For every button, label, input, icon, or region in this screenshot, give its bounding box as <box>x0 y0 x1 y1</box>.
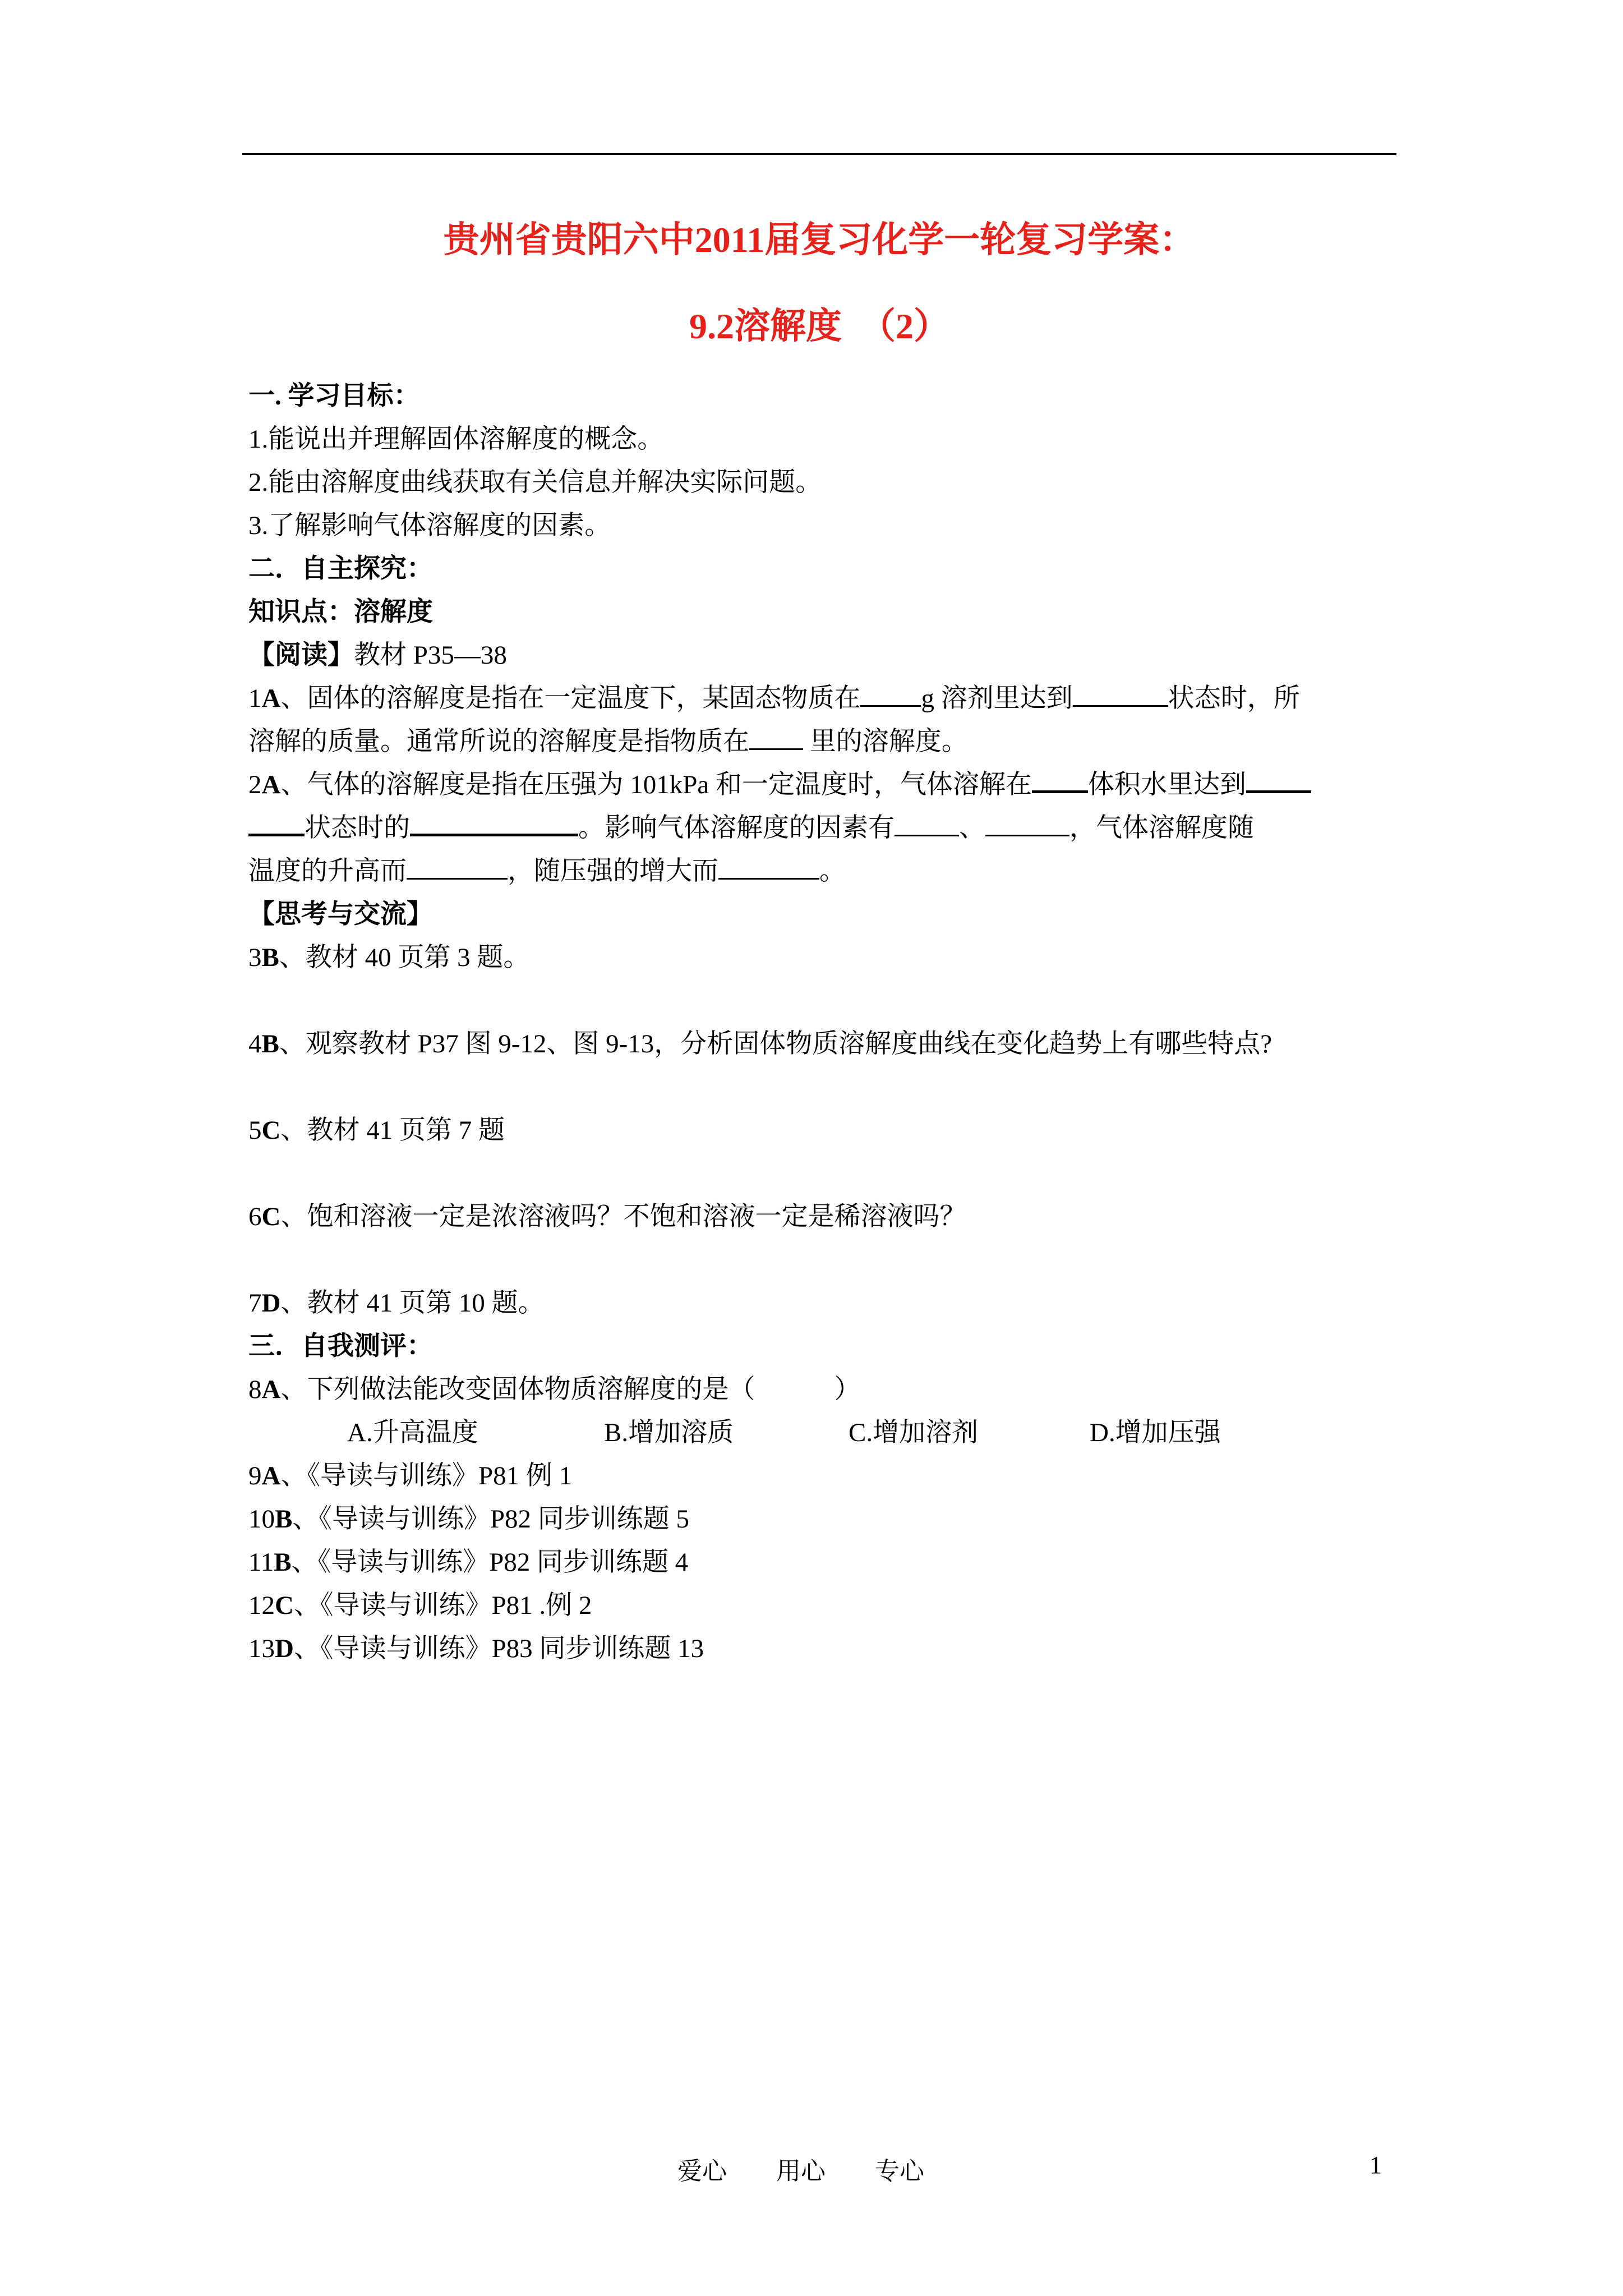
section-heading-test: 三．自我测评： <box>248 1332 433 1361</box>
question-11: 11B、《导读与训练》P82 同步训练题 4 <box>248 1548 689 1577</box>
think-heading: 【思考与交流】 <box>248 900 433 929</box>
question-4: 4B、观察教材 P37 图 9-12、图 9-13，分析固体物质溶解度曲线在变化趋势上有哪些特点? <box>248 1029 1272 1059</box>
fill-blank <box>1246 765 1311 793</box>
question-2: 2A、气体的溶解度是指在压强为 101kPa 和一定温度时，气体溶解在 体积水里达到 <box>248 763 1404 807</box>
fill-blank <box>718 853 819 880</box>
question-3: 3B、教材 40 页第 3 题。 <box>248 943 530 972</box>
question-2-cont: 温度的升高而 ，随压强的增大而 。 <box>248 850 1404 893</box>
page-number: 1 <box>1370 2151 1382 2179</box>
reading-note <box>248 634 1404 677</box>
question-1-cont: 溶解的质量。通常所说的溶解度是指物质在 里的溶解度。 <box>248 720 1404 763</box>
level-badge: B <box>261 943 279 972</box>
level-badge: A <box>261 684 281 713</box>
section-heading-goals: 一. 学习目标： <box>248 381 420 411</box>
footer-motto: 爱心 用心 专心 <box>677 2157 924 2185</box>
option-a: A.升高温度 <box>347 1418 478 1447</box>
question-9: 9A、《导读与训练》P81 例 1 <box>248 1461 573 1490</box>
fill-blank <box>410 808 578 836</box>
question-1: 1A、固体的溶解度是指在一定温度下，某固态物质在 g 溶剂里达到 状态时，所 <box>248 677 1404 720</box>
level-badge: B <box>275 1504 293 1534</box>
level-badge: D <box>261 1289 281 1318</box>
question-5: 5C、教材 41 页第 7 题 <box>248 1116 505 1145</box>
goal-item: 3.了解影响气体溶解度的因素。 <box>248 511 611 540</box>
level-badge: A <box>261 1461 281 1490</box>
level-badge: C <box>261 1202 281 1231</box>
fill-blank <box>985 809 1069 836</box>
goal-item: 2.能由溶解度曲线获取有关信息并解决实际问题。 <box>248 468 822 497</box>
level-badge: C <box>275 1591 294 1620</box>
document-subtitle: 9.2溶解度 （2） <box>689 306 949 346</box>
reading-label: 【阅读】 <box>248 641 354 670</box>
question-6: 6C、饱和溶液一定是浓溶液吗？不饱和溶液一定是稀溶液吗？ <box>248 1202 966 1231</box>
header-rule <box>242 153 1396 155</box>
question-7: 7D、教材 41 页第 10 题。 <box>248 1289 545 1318</box>
option-d: D.增加压强 <box>1090 1418 1221 1447</box>
reading-text: 教材 P35—38 <box>354 641 507 670</box>
document-body <box>248 375 1404 1671</box>
level-badge: B <box>261 1029 279 1059</box>
question-8-options <box>248 1411 1404 1455</box>
level-badge: D <box>275 1634 294 1663</box>
option-c: C.增加溶剂 <box>849 1418 979 1447</box>
fill-blank <box>407 853 508 880</box>
document-title: 贵州省贵阳六中2011届复习化学一轮复习学案： <box>443 220 1196 260</box>
question-13: 13D、《导读与训练》P83 同步训练题 13 <box>248 1634 704 1663</box>
fill-blank <box>860 680 921 707</box>
question-8: 8A、下列做法能改变固体物质溶解度的是（ ） <box>248 1375 861 1404</box>
level-badge: A <box>261 1375 281 1404</box>
option-b: B.增加溶质 <box>604 1418 734 1447</box>
knowledge-point: 知识点：溶解度 <box>248 597 433 627</box>
fill-blank <box>1032 765 1088 793</box>
fill-blank <box>749 723 803 750</box>
fill-blank <box>895 809 959 836</box>
fill-blank <box>1073 680 1168 707</box>
level-badge: A <box>261 770 281 799</box>
goal-item: 1.能说出并理解固体溶解度的概念。 <box>248 425 664 454</box>
section-heading-explore: 二．自主探究： <box>248 554 433 583</box>
question-12: 12C、《导读与训练》P81 .例 2 <box>248 1591 592 1620</box>
fill-blank <box>248 808 305 836</box>
question-2-cont: 状态时的 。影响气体溶解度的因素有 、 ，气体溶解度随 <box>248 807 1404 850</box>
level-badge: C <box>261 1116 281 1145</box>
level-badge: B <box>274 1548 292 1577</box>
question-10: 10B、《导读与训练》P82 同步训练题 5 <box>248 1504 689 1534</box>
